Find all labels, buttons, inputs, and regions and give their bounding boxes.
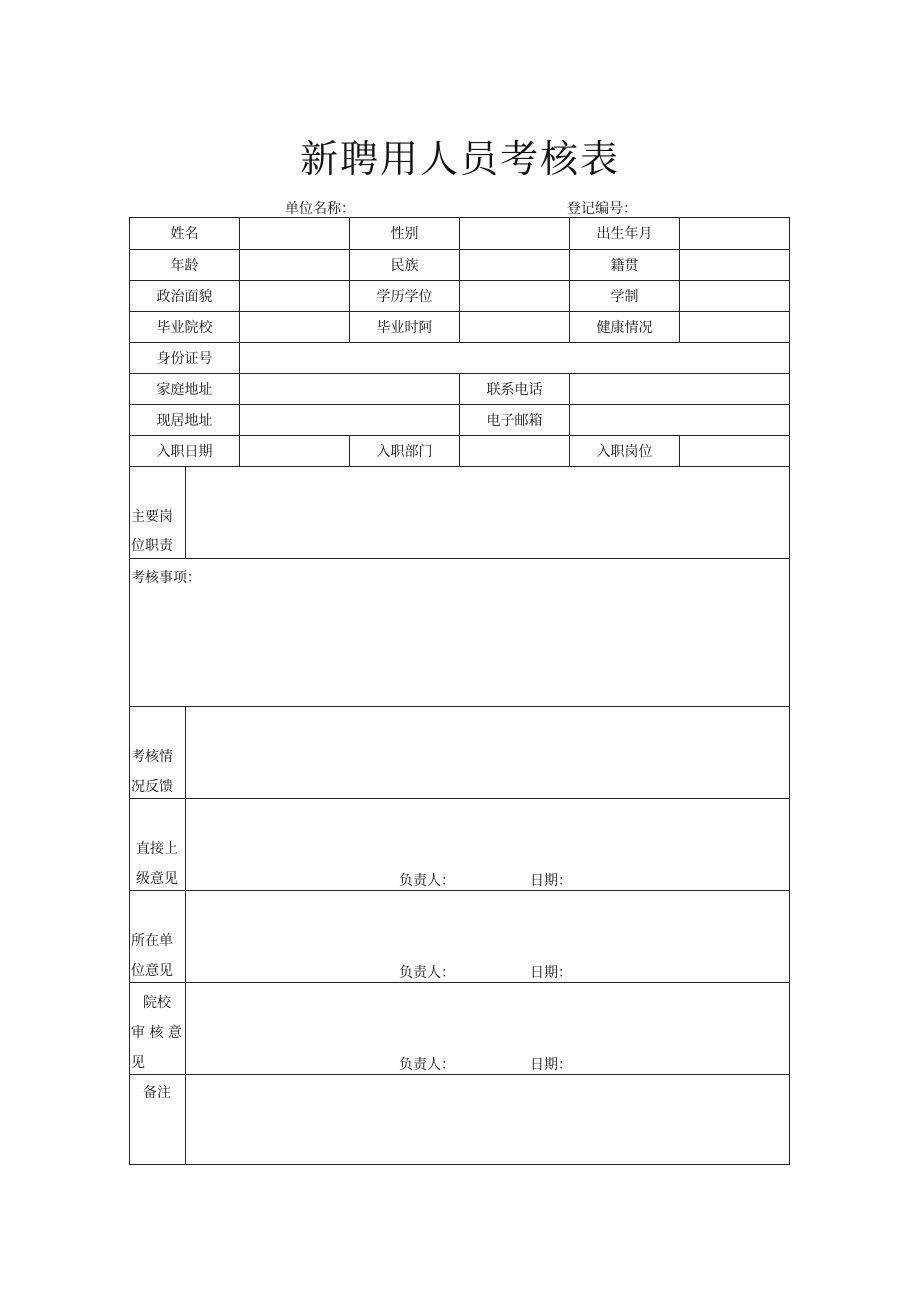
unit-date-label: 日期： [530,965,572,981]
assessment-items-label: 考核事项： [131,570,201,586]
feedback-label-line1: 考核情 [131,749,173,765]
supervisor-label-line2: 级意见 [136,871,178,887]
unit-opinion-label-line2: 位意见 [131,963,173,979]
ethnicity-label: 民族 [390,258,419,274]
col-divider [459,435,460,466]
registration-number-label: 登记编号： [567,201,637,217]
schooling-length-label: 学制 [610,289,639,305]
name-label: 姓名 [170,226,199,242]
row-divider [129,982,790,983]
col-divider [185,466,186,558]
duty-label-line2: 位职责 [131,538,173,554]
school-label: 毕业院校 [156,320,213,336]
table-border-right [789,218,790,1165]
supervisor-date-label: 日期： [530,873,572,889]
row-divider [129,798,790,799]
school-review-label-line1: 院校 [143,995,171,1011]
row-divider [129,1164,790,1165]
supervisor-label-line1: 直接上 [136,841,178,857]
unit-owner-label: 负责人： [399,965,455,981]
home-address-label: 家庭地址 [156,382,213,398]
graduation-time-label: 毕业时阿 [376,320,433,336]
current-address-label: 现居地址 [156,413,213,429]
duty-label-line1: 主要岗 [131,509,173,525]
education-label: 学历学位 [376,289,433,305]
row-divider [129,558,790,559]
col-divider [679,435,680,466]
school-review-label-line2: 审 核 意 [131,1025,182,1041]
entry-department-label: 入职部门 [376,444,433,460]
feedback-label-line2: 况反馈 [131,779,173,795]
row-divider [129,890,790,891]
col-divider [185,706,186,1165]
unit-name-label: 单位名称： [285,201,355,217]
page-title: 新聘用人员考核表 [299,137,620,181]
health-label: 健康情况 [596,320,653,336]
id-number-label: 身份证号 [156,351,213,367]
entry-post-label: 入职岗位 [596,444,653,460]
entry-date-label: 入职日期 [156,444,213,460]
phone-label: 联系电话 [486,382,543,398]
unit-opinion-label-line1: 所在单 [131,933,173,949]
political-status-label: 政治面貌 [156,289,213,305]
email-label: 电子邮箱 [486,413,543,429]
remarks-label: 备注 [143,1085,171,1101]
birth-date-label: 出生年月 [596,226,653,242]
row-divider [129,217,790,218]
row-divider [129,1074,790,1075]
row-divider [129,706,790,707]
age-label: 年龄 [170,258,199,274]
school-date-label: 日期： [530,1057,572,1073]
supervisor-owner-label: 负责人： [399,873,455,889]
school-review-label-line3: 见 [131,1055,145,1071]
gender-label: 性别 [390,226,419,242]
school-owner-label: 负责人： [399,1057,455,1073]
native-place-label: 籍贯 [610,258,639,274]
